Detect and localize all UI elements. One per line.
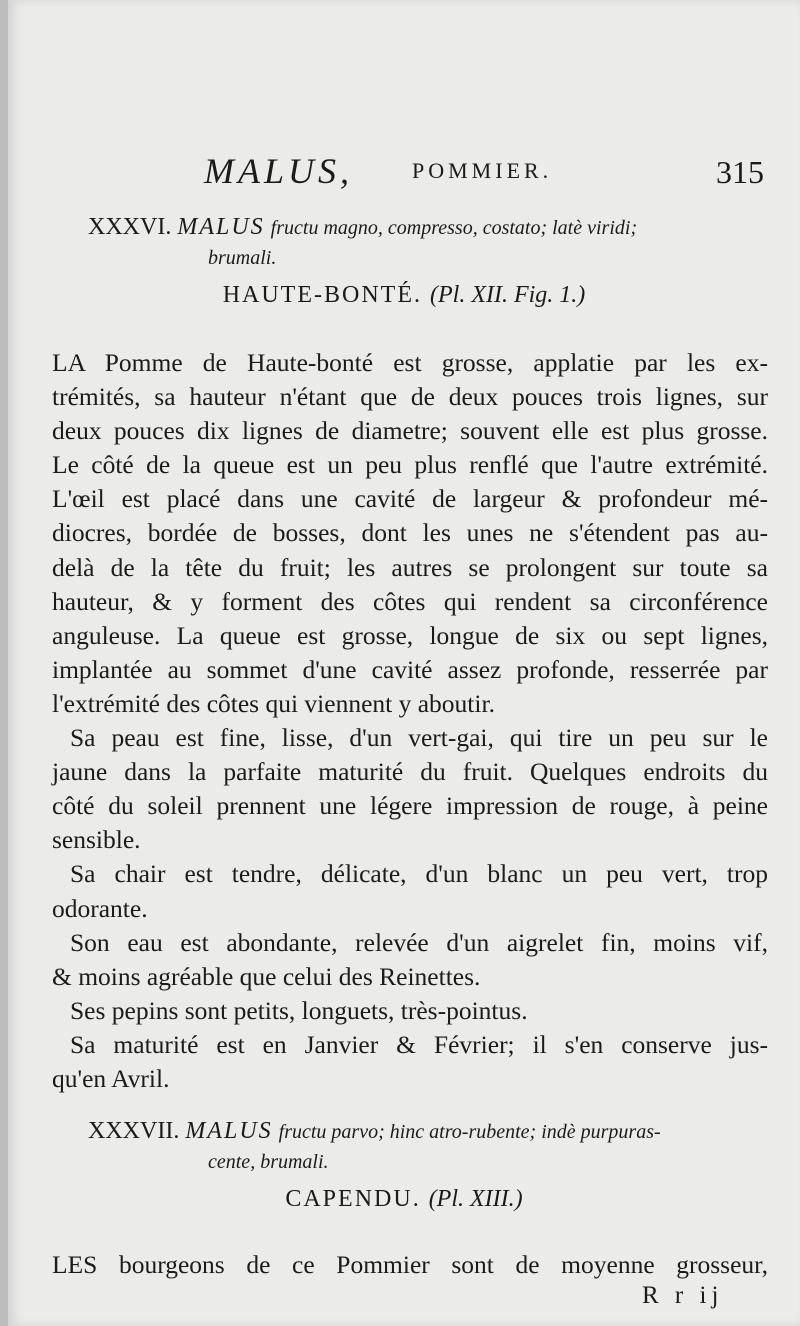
- entry-number: XXXVII.: [88, 1118, 180, 1144]
- description-text-capendu: [52, 1248, 768, 1282]
- text-line: Sa maturité est en Janvier & Février; il s'en conserve jus-: [70, 1029, 768, 1059]
- text-line: Ses pepins sont petits, longuets, très-pointus.: [70, 995, 528, 1025]
- text-line: implantée au sommet d'une cavité assez profonde, resserrée par: [52, 654, 768, 684]
- running-subtitle: POMMIER.: [412, 158, 553, 183]
- page-number: 315: [716, 154, 764, 190]
- text-line: & moins agréable que celui des Reinettes.: [52, 961, 481, 991]
- text-line: odorante.: [52, 893, 148, 923]
- text-line: Le côté de la queue est un peu plus renflé que l'autre extrémité.: [52, 450, 768, 480]
- text-line: L'œil est placé dans une cavité de largeur & profondeur mé-: [52, 484, 768, 514]
- signature-mark: R r ij: [642, 1282, 724, 1309]
- text-line: qu'en Avril.: [52, 1063, 170, 1093]
- text-line: LES bourgeons de ce Pommier sont de moyenne grosseur,: [52, 1250, 768, 1279]
- text-line: Sa chair est tendre, délicate, d'un blanc un peu vert, trop: [70, 859, 768, 889]
- variety-name: HAUTE-BONTÉ.: [222, 282, 422, 308]
- text-line: jaune dans la parfaite maturité du fruit. Quelques endroits du: [52, 757, 768, 787]
- variety-name: CAPENDU.: [285, 1186, 421, 1212]
- text-line: sensible.: [52, 825, 141, 855]
- variety-heading-haute-bonte: [8, 282, 800, 309]
- text-line: diocres, bordée de bosses, dont les unes ne s'étendent pas au-: [52, 518, 768, 548]
- text-line: hauteur, & y forment des côtes qui rendent sa circonférence: [52, 586, 768, 616]
- text-line: Sa peau est fine, lisse, d'un vert-gai, qui tire un peu sur le: [70, 723, 768, 753]
- text-line: Son eau est abondante, relevée d'un aigrelet fin, moins vif,: [70, 927, 768, 957]
- entry-description-cont: cente, brumali.: [208, 1151, 329, 1173]
- entry-genus: MALUS: [185, 1118, 273, 1144]
- entry-description: fructu parvo; hinc atro-rubente; indè purpuras-: [278, 1121, 661, 1143]
- text-line: anguleuse. La queue est grosse, longue de six ou sept lignes,: [52, 620, 768, 650]
- entry-description-cont: brumali.: [208, 247, 277, 269]
- text-line: trémités, sa hauteur n'étant que de deux pouces trois lignes, sur: [52, 382, 768, 412]
- variety-heading-capendu: [8, 1186, 800, 1213]
- entry-heading-36: [88, 212, 778, 273]
- page-header: [8, 150, 800, 194]
- description-text: [52, 346, 768, 1096]
- text-line: LA Pomme de Haute-bonté est grosse, applatie par les ex-: [52, 348, 768, 377]
- text-line: delà de la tête du fruit; les autres se prolongent sur toute sa: [52, 552, 768, 582]
- entry-description: fructu magno, compresso, costato; latè viridi;: [270, 217, 638, 239]
- plate-reference: (Pl. XII. Fig. 1.): [430, 282, 586, 308]
- entry-heading-37: [88, 1116, 778, 1177]
- text-line: l'extrémité des côtes qui viennent y aboutir.: [52, 688, 495, 718]
- entry-number: XXXVI.: [88, 214, 172, 240]
- text-line: deux pouces dix lignes de diametre; souvent elle est plus grosse.: [52, 416, 768, 446]
- text-line: côté du soleil prennent une légere impression de rouge, à peine: [52, 791, 768, 821]
- plate-reference: (Pl. XIII.): [428, 1186, 523, 1212]
- entry-genus: MALUS: [177, 214, 265, 240]
- book-page: [8, 0, 800, 1326]
- running-title: MALUS,: [204, 151, 353, 191]
